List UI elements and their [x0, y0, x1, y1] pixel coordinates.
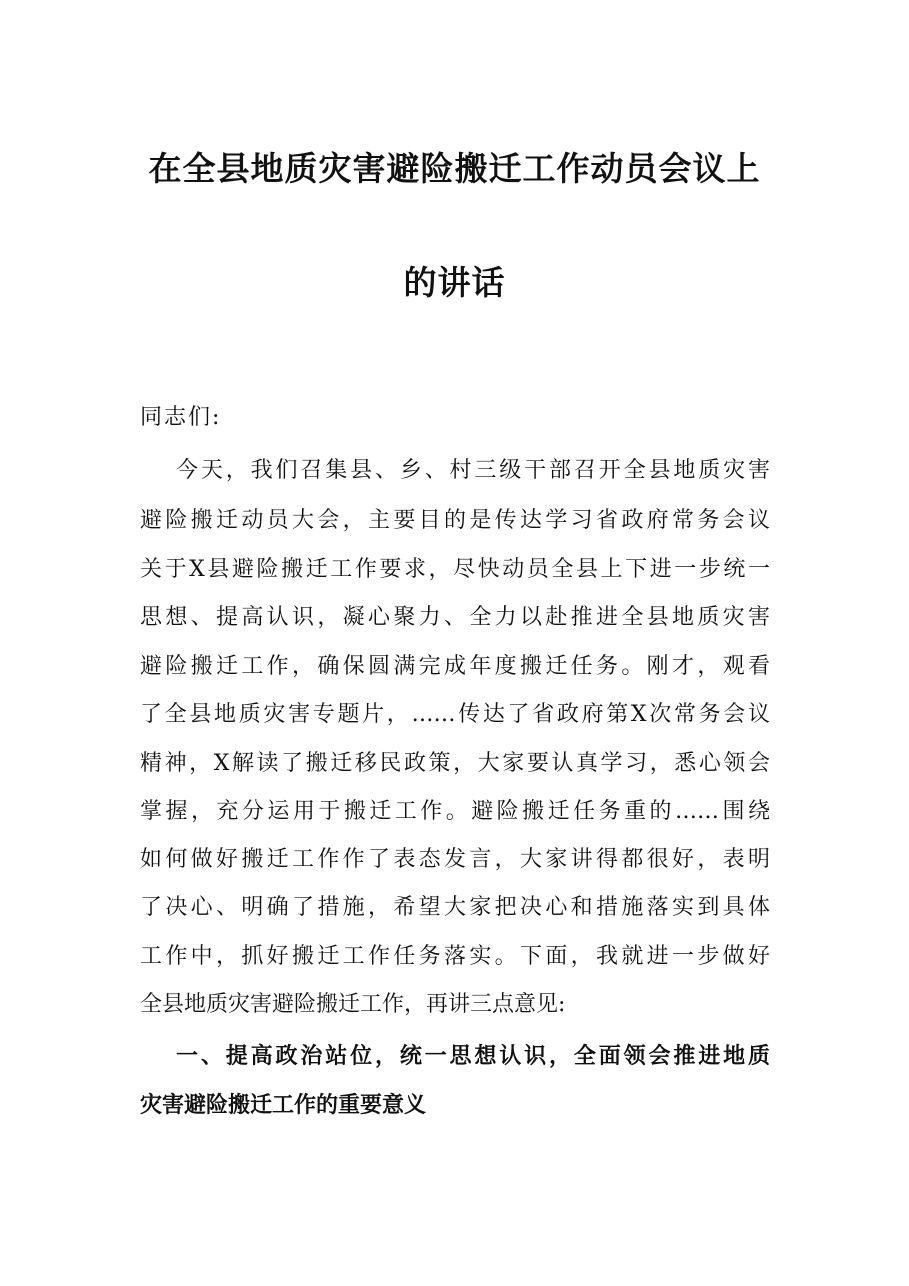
paragraph-line: 关于X县避险搬迁工作要求，尽快动员全县上下进一步统一: [140, 557, 770, 582]
paragraph-line: 精神，X解读了搬迁移民政策，大家要认真学习，悉心领会: [140, 751, 770, 776]
paragraph-line: 全县地质灾害避险搬迁工作，再讲三点意见:: [140, 992, 566, 1017]
paragraph-line: 避险搬迁动员大会，主要目的是传达学习省政府常务会议: [140, 508, 770, 533]
paragraph-line: 今天，我们召集县、乡、村三级干部召开全县地质灾害: [176, 458, 770, 483]
paragraph-line: 如何做好搬迁工作作了表态发言，大家讲得都很好，表明: [140, 847, 770, 872]
paragraph-line: 了全县地质灾害专题片，……传达了省政府第X次常务会议: [140, 702, 770, 727]
section-heading-line: 灾害避险搬迁工作的重要意义: [140, 1093, 427, 1118]
salutation: 同志们:: [140, 405, 222, 430]
paragraph-line: 思想、提高认识，凝心聚力、全力以赴推进全县地质灾害: [140, 605, 770, 630]
document-title-line-1: 在全县地质灾害避险搬迁工作动员会议上: [148, 149, 761, 188]
section-heading-line: 一、提高政治站位，统一思想认识，全面领会推进地质: [176, 1044, 770, 1069]
document-title-line-2: 的讲话: [403, 263, 506, 302]
paragraph-line: 掌握，充分运用于搬迁工作。避险搬迁任务重的……围绕: [140, 799, 770, 824]
paragraph-line: 避险搬迁工作，确保圆满完成年度搬迁任务。刚才，观看: [140, 654, 770, 679]
paragraph-line: 工作中，抓好搬迁工作任务落实。下面，我就进一步做好: [140, 944, 770, 969]
paragraph-line: 了决心、明确了措施，希望大家把决心和措施落实到具体: [140, 895, 770, 920]
